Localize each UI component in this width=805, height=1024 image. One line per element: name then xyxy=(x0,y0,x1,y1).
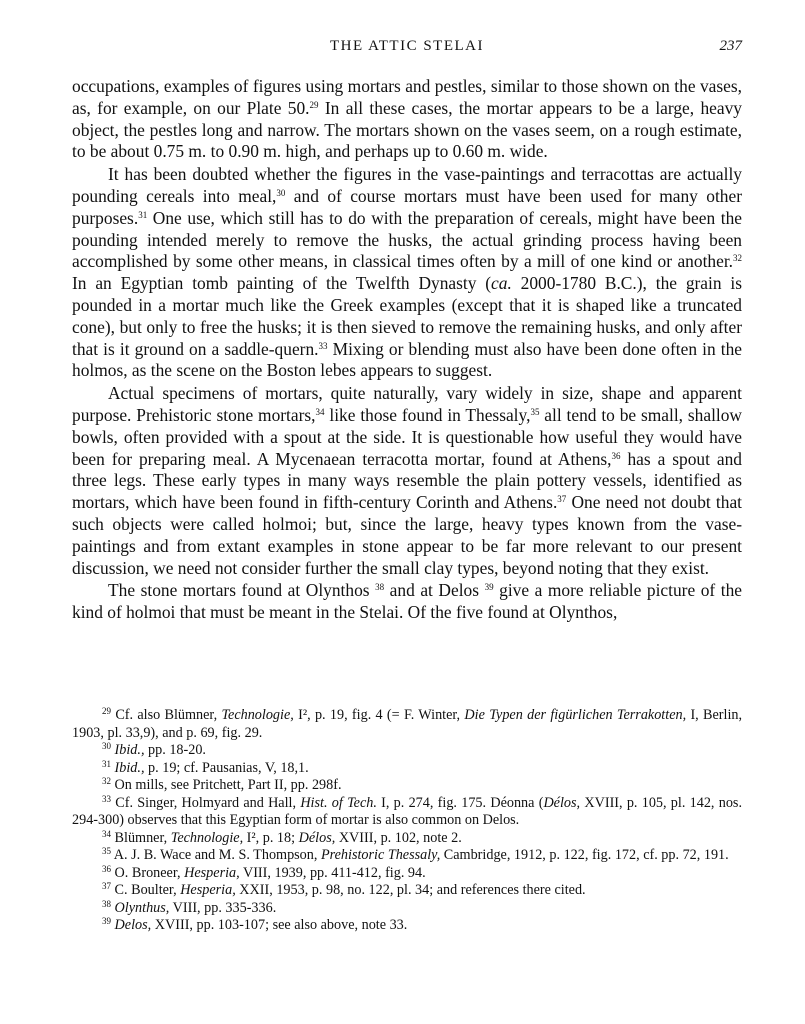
footnote-ref-36[interactable]: 36 xyxy=(611,450,621,461)
paragraph-4: The stone mortars found at Olynthos $^{38}$ and at Delos $^{39}$ give a more reliable picture of the kind of holmoi that must be meant in the Stelai. Of the five found at Olynthos, xyxy=(72,580,743,623)
footnote-ref-29[interactable]: 29 xyxy=(309,99,319,110)
footnote-ref-38[interactable]: 38 xyxy=(375,582,385,593)
footnote-35: $^{35}$ A. J. B. Wace and M. S. Thompson, Prehistoric Thessaly, Cambridge, 1912, p. 122, fig. 172, cf. pp. 72, 191. xyxy=(102,846,729,863)
running-title: THE ATTIC STELAI xyxy=(330,38,484,54)
footnote-ref-31[interactable]: 31 xyxy=(138,209,148,220)
footnote-31: $^{31}$ Ibid., p. 19; cf. Pausanias, V, 18,1. xyxy=(102,758,309,776)
footnote-ref-32[interactable]: 32 xyxy=(733,253,742,264)
footnote-ref-34[interactable]: 34 xyxy=(315,406,325,417)
footnote-ref-30[interactable]: 30 xyxy=(276,187,286,198)
body-text xyxy=(72,76,742,624)
footnote-30: $^{30}$ Ibid., pp. 18-20. xyxy=(102,741,206,758)
paragraph-3: Actual specimens of mortars, quite naturally, vary widely in size, shape and apparent purpose. Prehistoric stone mortars,$^{34}$ like those found in Thessaly,$^{35}$ all tend to be small, shallow bowls, often provided with a spout at the side. It is questionable how useful they would have been for preparing meal. A Mycenaean terracotta mortar, found at Athens,$^{36}$ has a spout and three legs. These early types in many ways resemble the plain pottery vessels, identified as mortars, which have been found in fifth-century Corinth and Athens.$^{37}$ One need not doubt that such objects were called holmoi; but, since the large, heavy types known from the vase-paintings and from extant examples in stone appear to be far more relevant to our present discussion, we need not consider further the small clay types, beyond noting that they exist. xyxy=(72,383,743,578)
footnote-32: $^{32}$ On mills, see Pritchett, Part II, pp. 298f. xyxy=(102,776,342,793)
paragraph-2: It has been doubted whether the figures in the vase-paintings and terracottas are actually pounding cereals into meal,$^{30}$ and of course mortars must have been used for many other purposes.$^{31}$ One use, which still has to do with the preparation of cereals, might have been the pounding intended merely to remove the husks, the actual grinding process having been accomplished by some other means, in classical times often by a mill of one kind or another.$^{32}$ In an Egyptian tomb painting of the Twelfth Dynasty (ca. 2000-1780 B.C.), the grain is pounded in a mortar much like the Greek examples (except that it is shaped like a truncated cone), but only to free the husks; it is then sieved to remove the remaining husks, and only after that is it ground on a saddle-quern.$^{33}$ Mixing or blending must also have been done often in the holmos, as the scene on the Boston lebes appears to suggest. xyxy=(72,164,742,381)
footnote-33: $^{33}$ Cf. Singer, Holmyard and Hall, Hist. of Tech. I, p. 274, fig. 175. Déonna (Délos, XVIII, p. 105, pl. 142, nos. 294-300) observes that this Egyptian form of mortar is also common on Delos. xyxy=(72,793,742,828)
footnote-ref-35[interactable]: 35 xyxy=(530,406,540,417)
page-number: 237 xyxy=(719,38,742,54)
footnote-ref-33[interactable]: 33 xyxy=(318,340,328,351)
footnote-37: $^{37}$ C. Boulter, Hesperia, XXII, 1953, p. 98, no. 122, pl. 34; and references there cited. xyxy=(102,881,586,898)
footnote-39: $^{39}$ Delos, XVIII, pp. 103-107; see also above, note 33. xyxy=(102,916,408,933)
footnote-34: $^{34}$ Blümner, Technologie, I², p. 18; Délos, XVIII, p. 102, note 2. xyxy=(102,828,462,846)
footnote-29: $^{29}$ Cf. also Blümner, Technologie, I², p. 19, fig. 4 (= F. Winter, Die Typen der figürlichen Terrakotten, I, Berlin, 1903, pl. 33,9), and p. 69, fig. 29. xyxy=(72,706,743,741)
footnotes xyxy=(72,707,742,935)
footnote-ref-37[interactable]: 37 xyxy=(557,494,567,505)
paragraph-1: occupations, examples of figures using mortars and pestles, similar to those shown on the vases, as, for example, on our Plate 50.29 In all these cases, the mortar appears to be a large, heavy object, the pestles long and narrow. The mortars shown on the vases seem, on a rough estimate, to be about 0.75 m. to 0.90 m. high, and perhaps up to 0.60 m. wide. xyxy=(72,76,742,162)
footnote-38: $^{38}$ Olynthus, VIII, pp. 335-336. xyxy=(102,898,277,916)
footnote-36: $^{36}$ O. Broneer, Hesperia, VIII, 1939, pp. 411-412, fig. 94. xyxy=(102,863,426,881)
running-header xyxy=(72,38,742,60)
footnote-ref-39[interactable]: 39 xyxy=(484,582,494,593)
